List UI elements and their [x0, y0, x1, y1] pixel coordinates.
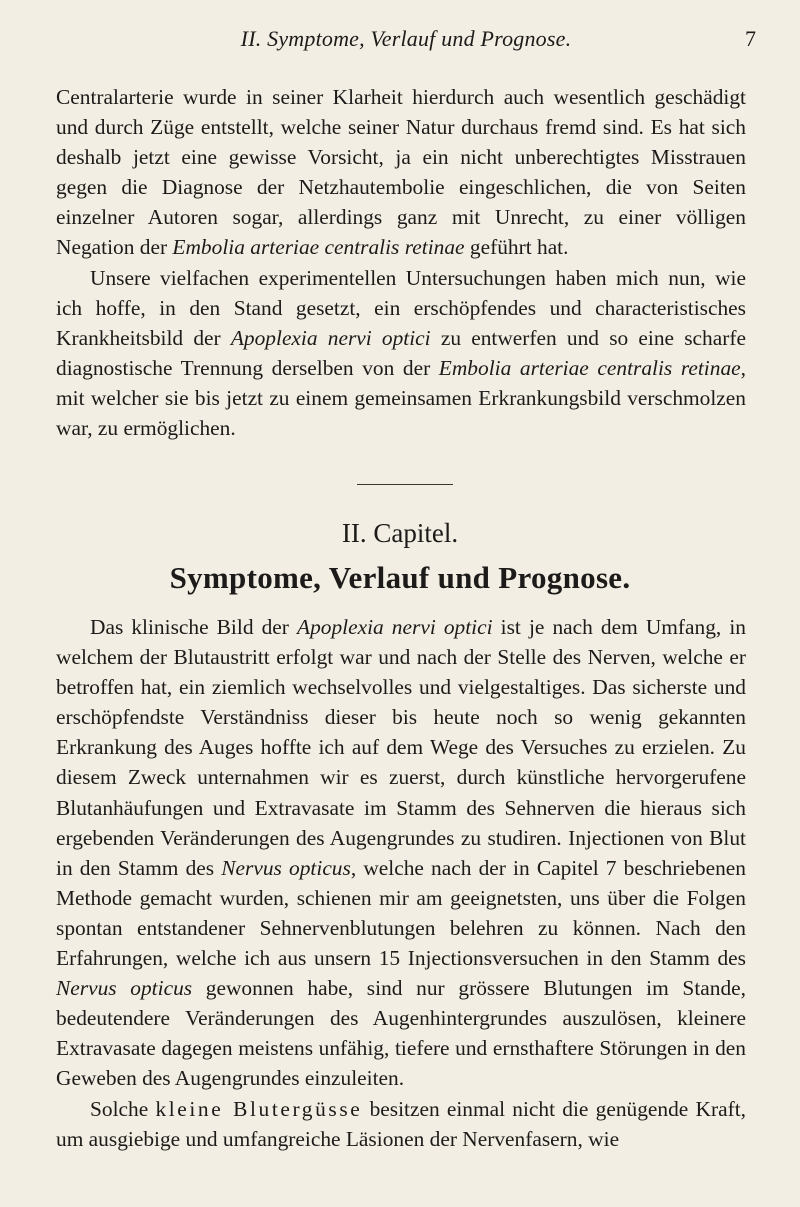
text-run: Das klinische Bild der	[90, 615, 297, 639]
section-divider	[357, 484, 453, 485]
running-head	[56, 26, 756, 52]
text-run: zu entwerfen und so eine scharfe diagnostische Trennung derselben von der	[56, 325, 746, 380]
italic-term: Nervus opticus	[221, 855, 351, 880]
paragraph	[56, 82, 746, 263]
chapter-number: II. Capitel.	[341, 518, 459, 548]
paragraph	[56, 1094, 746, 1154]
text-run: ist je nach dem Umfang, in welchem der Blutaustritt erfolgt war und nach der Stelle des Nerven, welche er betroffen hat, ein ziemlich wechselvolles und vielgestaltiges. Das sicherste und erschöpfendste Verständniss dieser bis heute noch so wenig gekannten Erkrankung des Auges hoffte ich auf dem Wege des Versuches zu erzielen. Zu diesem Zweck unternahmen wir es zuerst, durch künstliche hervorgerufene Blutanhäufungen und Extravasate im Stamm des Sehnerven die hieraus sich ergebenden Veränderungen des Augengrundes zu studiren. Injectionen von Blut in den Stamm des	[56, 615, 746, 880]
text-run: Unsere vielfachen experimentellen Untersuchungen haben mich nun, wie ich hoffe, in den Stand gesetzt, ein erschöpfendes und characteristisches Krankheitsbild der	[56, 265, 746, 350]
italic-term: Embolia arteriae centralis retinae	[438, 355, 741, 380]
text-run: Centralarterie wurde in seiner Klarheit hierdurch auch wesentlich geschädigt und durch Züge entstellt, welche seiner Natur durchaus fremd sind. Es hat sich deshalb jetzt eine gewisse Vorsicht, ja ein nicht unberechtigtes Misstrauen gegen die Diagnose der Netzhautembolie eingeschlichen, die von Seiten einzelner Autoren sogar, allerdings ganz mit Unrecht, zu einer völligen Negation der	[56, 85, 746, 260]
text-run: Solche	[90, 1096, 156, 1121]
text-run: gewonnen habe, sind nur grössere Blutungen im Stande, bedeutendere Veränderungen des Augenhintergrundes auszulösen, kleinere Extravasate dagegen meistens unfähig, tiefere und ernsthaftere Störungen in den Geweben des Augengrundes einzuleiten.	[56, 976, 746, 1091]
emphasized-term: kleine Blutergüsse	[155, 1096, 363, 1121]
italic-term: Apoplexia nervi optici	[297, 615, 493, 639]
italic-term: Nervus opticus	[56, 976, 193, 1001]
page-number: 7	[745, 26, 756, 51]
text-run: , welche nach der in Capitel 7 beschriebenen Methode gemacht wurden, schienen mir am geeignetsten, uns über die Folgen spontan entstandener Sehnervenblutungen belehren zu können. Nach den Erfahrungen, welche ich aus unsern 15 Injectionsversuchen in den Stamm des	[56, 855, 746, 971]
paragraph	[56, 612, 746, 1094]
text-block-main	[56, 612, 746, 1154]
text-run: besitzen einmal nicht die genügende Kraft, um ausgiebige und umfangreiche Läsionen der Nervenfasern, wie	[56, 1096, 746, 1151]
running-title: II. Symptome, Verlauf und Prognose.	[240, 26, 572, 51]
chapter-title: Symptome, Verlauf und Prognose.	[169, 560, 631, 595]
text-run: , mit welcher sie bis jetzt zu einem gemeinsamen Erkrankungsbild verschmolzen war, zu ermöglichen.	[56, 355, 746, 441]
text-run: geführt hat.	[464, 235, 569, 260]
italic-term: Apoplexia nervi optici	[230, 325, 431, 350]
text-block-top	[56, 82, 746, 443]
italic-term: Embolia arteriae centralis retinae	[172, 235, 465, 260]
paragraph	[56, 263, 746, 444]
